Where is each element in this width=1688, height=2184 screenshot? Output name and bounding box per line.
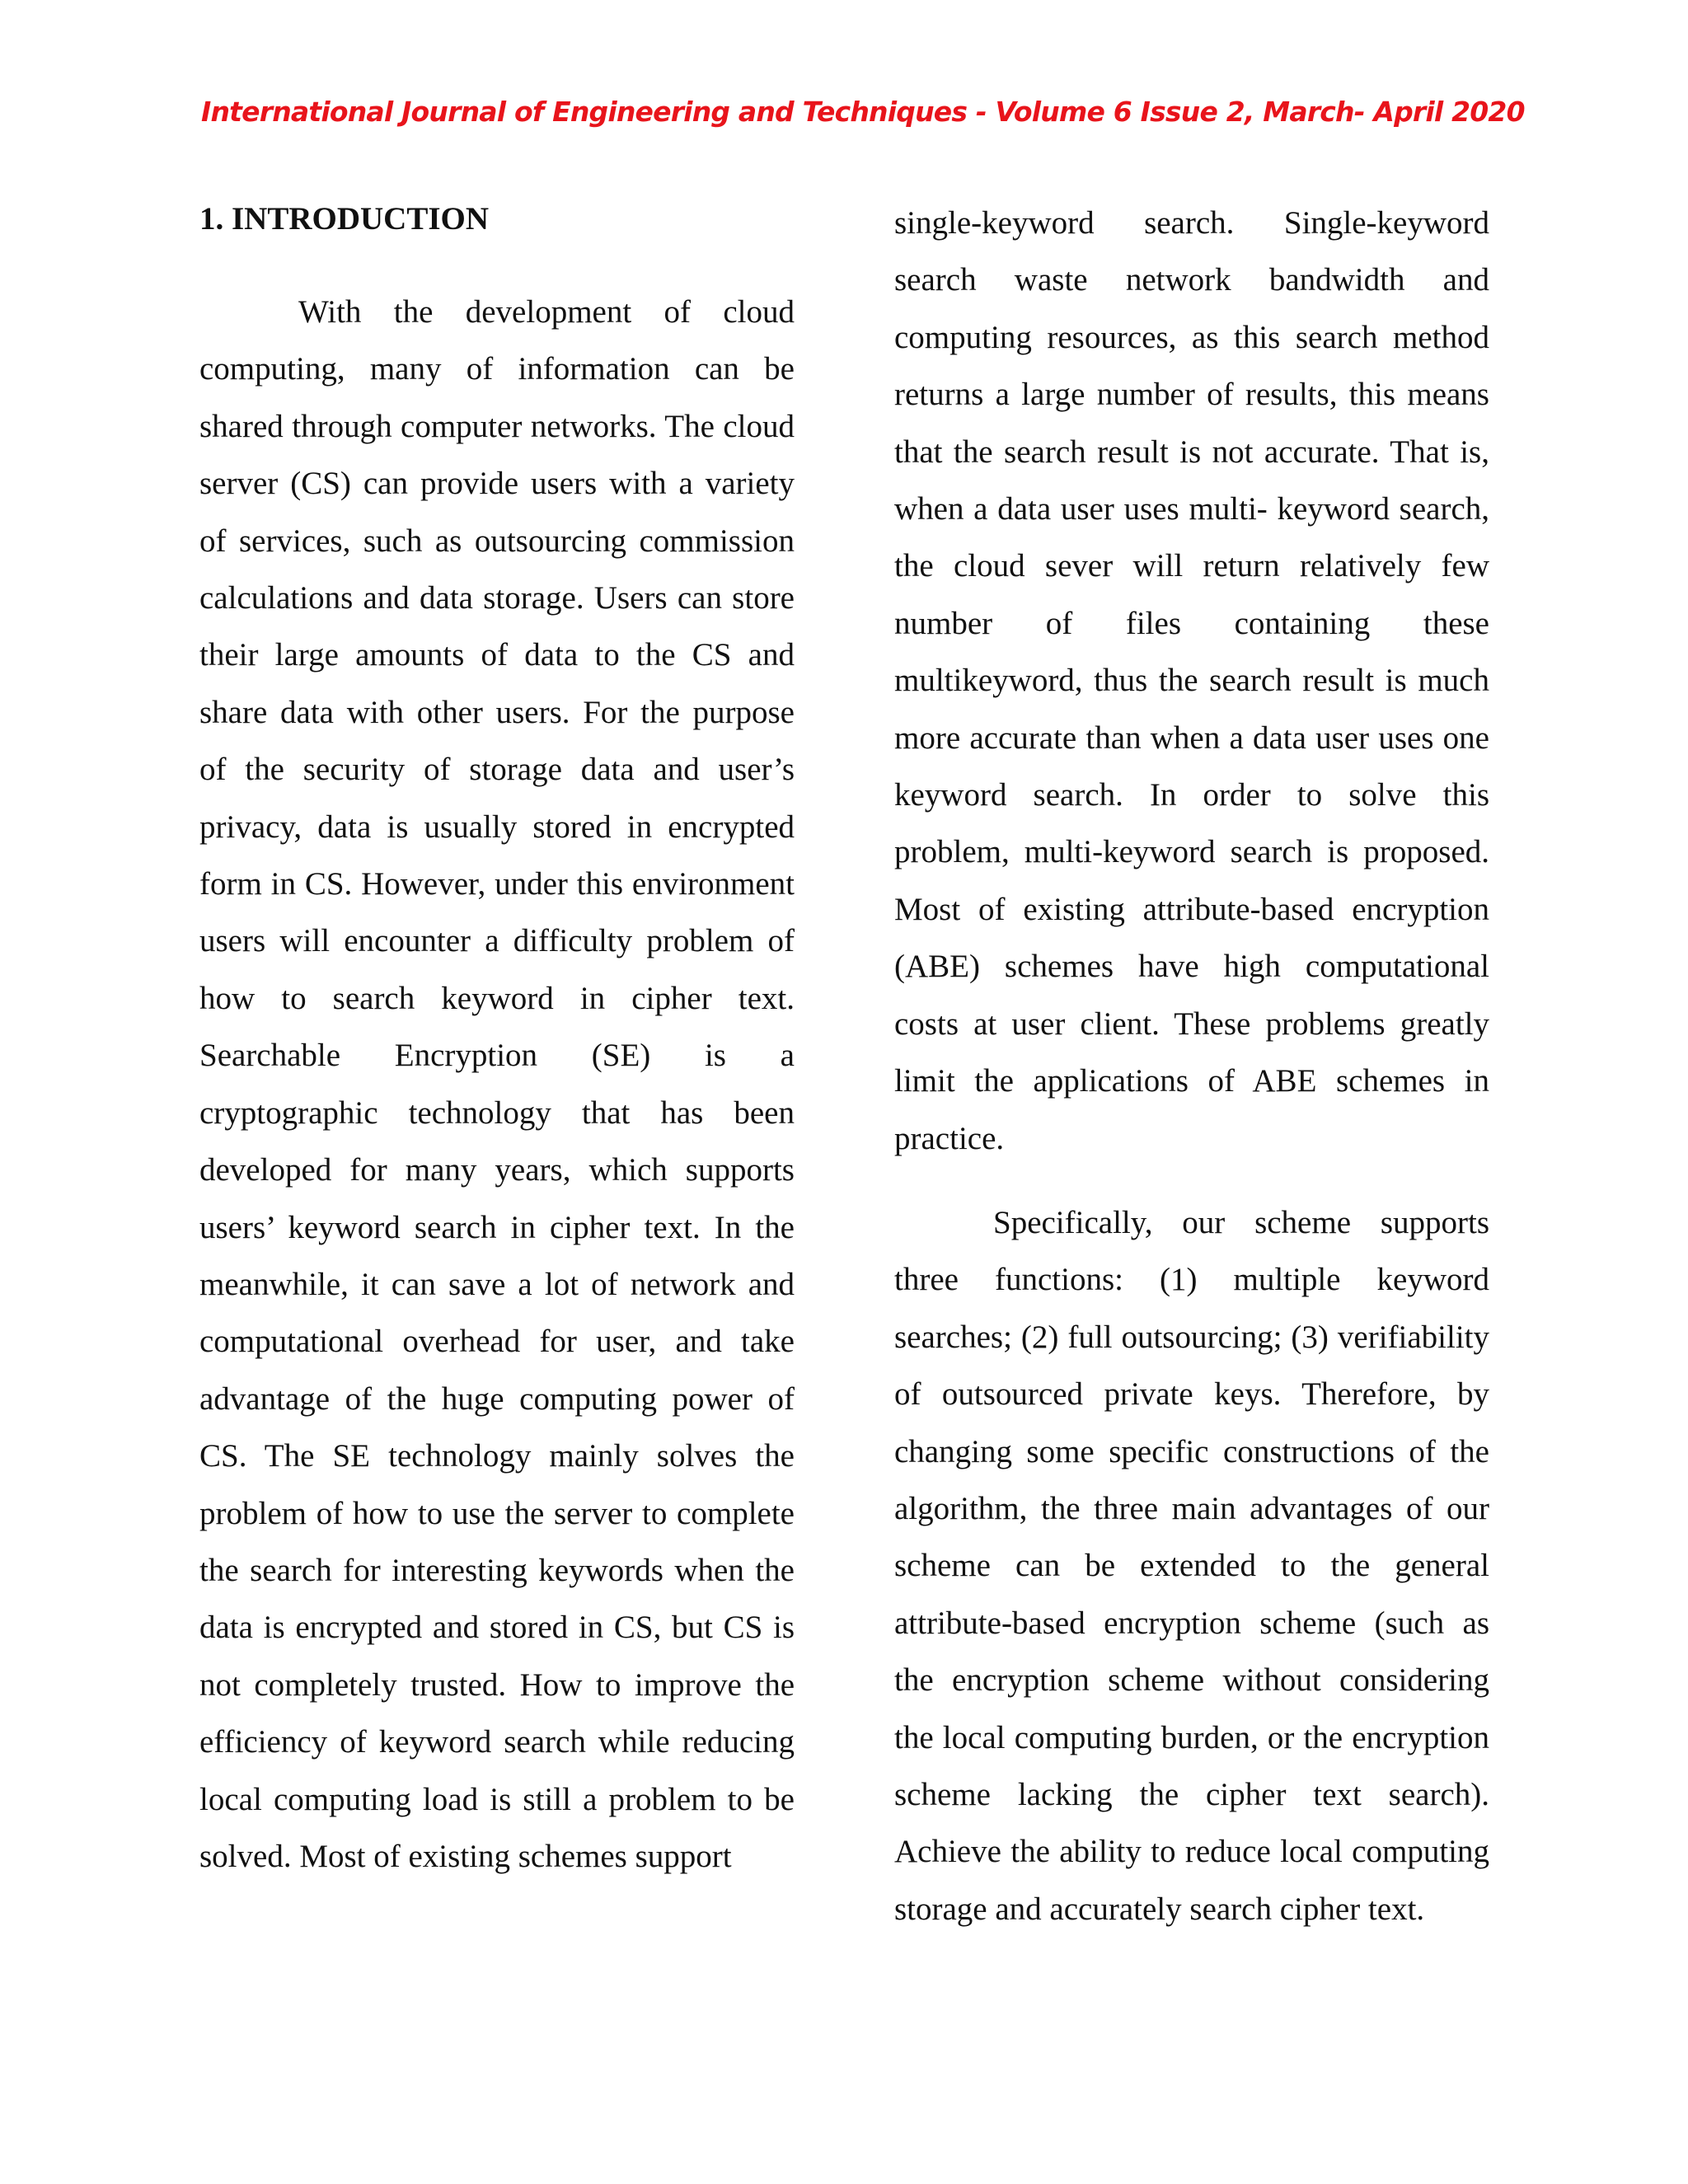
section-heading: 1. INTRODUCTION [199, 201, 490, 237]
introduction-paragraph-1-continued: single-keyword search. Single-keyword search waste network bandwidth and computing resources, as this search method returns a large number of results, this means that the search result is not accurate. That is, when a data user uses multi- keyword search, the cloud sever will return relatively few number of files containing these multikeyword, thus the search result is much more accurate than when a data user uses one keyword search. In order to solve this problem, multi-keyword search is proposed. Most of existing attribute-based encryption (ABE) schemes have high computational costs at user client. These problems greatly limit the applications of ABE schemes in practice. [894, 205, 1489, 1156]
left-column [199, 194, 795, 1885]
introduction-paragraph-1: With the development of cloud computing, many of information can be shared through computer networks. The cloud server (CS) can provide users with a variety of services, such as outsourcing commission calculations and data storage. Users can store their large amounts of data to the CS and share data with other users. For the purpose of the security of storage data and user’s privacy, data is usually stored in encrypted form in CS. However, under this environment users will encounter a difficulty problem of how to search keyword in cipher text. Searchable Encryption (SE) is a cryptographic technology that has been developed for many years, which supports users’ keyword search in cipher text. In the meanwhile, it can save a lot of network and computational overhead for user, and take advantage of the huge computing power of CS. The SE technology mainly solves the problem of how to use the server to complete the search for interesting keywords when the data is encrypted and stored in CS, but CS is not completely trusted. How to improve the efficiency of keyword search while reducing local computing load is still a problem to be solved. Most of existing schemes support [199, 294, 795, 1874]
introduction-paragraph-2: Specifically, our scheme supports three functions: (1) multiple keyword searches; (2) full outsourcing; (3) verifiability of outsourced private keys. Therefore, by changing some specific constructions of the algorithm, the three main advantages of our scheme can be extended to the general attribute-based encryption scheme (such as the encryption scheme without considering the local computing burden, or the encryption scheme lacking the cipher text search). Achieve the ability to reduce local computing storage and accurately search cipher text. [894, 1204, 1489, 1927]
running-header: International Journal of Engineering and Techniques - Volume 6 Issue 2, March- April 2020 [201, 96, 1525, 128]
right-column [894, 194, 1489, 1938]
